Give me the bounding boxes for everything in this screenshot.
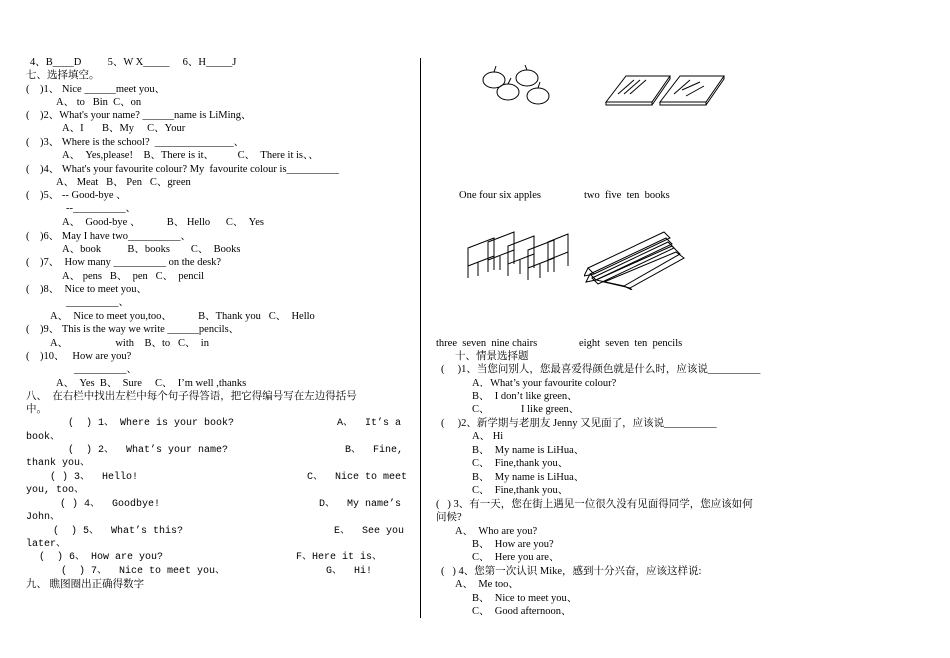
matching-line: A、 It’s a [337,418,402,429]
exercise-line: ( )6、 May I have two__________、 [26,231,192,242]
exercise-line: 八、 在右栏中找出左栏中每个句子得答语，把它得编号写在左边得括号 [26,391,357,402]
picture-caption: eight seven ten pencils [579,338,683,349]
exercise-line: 4、B____D 5、W X_____ 6、H_____J [30,57,237,68]
matching-line: ( ) 5、 What’s this? [53,526,184,537]
exercise-line: C、 Fine,thank you、 [472,458,569,469]
exercise-line: C、 I like green、 [472,404,580,415]
exercise-line: __________、 [74,364,137,375]
matching-line: ( ) 3、 Hello! [50,472,139,483]
matching-line: D、 My name’s [319,499,402,510]
exercise-line: 问候? [436,512,462,523]
picture-caption: two five ten books [584,190,670,201]
matching-line: C、 Nice to meet [307,472,408,483]
matching-line: ( ) 4、 Goodbye! [60,499,161,510]
picture-caption: three seven nine chairs [436,338,538,349]
exercise-line: ( ) 4、您第一次认识 Mike，感到十分兴奋，应该这样说: [441,566,702,577]
exercise-line: ( )10、 How are you? [26,351,132,362]
exercise-line: B、 My name is LiHua、 [472,472,585,483]
exercise-line: ( )3、 Where is the school? _______________、 [26,137,245,148]
exercise-line: A、 Meat B、 Pen C、green [56,177,191,188]
matching-line: E、 See you [334,526,405,537]
column-divider [420,58,421,618]
exercise-line: B、 My name is LiHua、 [472,445,585,456]
exercise-line: ( ) 3、有一天，您在街上遇见一位很久没有见面得同学，您应该如何 [436,499,753,510]
exercise-line: A、 Yes,please! B、There is it、 C、 There it is、、 [62,150,319,161]
exercise-line: --__________、 [66,203,136,214]
exercise-line: A、 Who are you? [455,526,538,537]
chairs-image [464,228,572,284]
matching-line: John、 [26,512,61,523]
exercise-line: ( )5、 -- Good-bye 、 [26,190,127,201]
exercise-line: 七、选择填空。 [26,70,100,81]
pencils-image [584,228,688,290]
matching-line: later、 [26,539,67,550]
matching-line: G、 Hi! [326,566,373,577]
exercise-line: A、book B、books C、 Books [62,244,241,255]
matching-line: ( ) 7、 Nice to meet you、 [61,566,226,577]
exercise-line: ( )2、What's your name? ______name is LiMing、 [26,110,252,121]
exercise-line: ( )9、 This is the way we write ______pencils、 [26,324,240,335]
exercise-line: C、 Fine,thank you、 [472,485,569,496]
matching-line: ( ) 6、 How are you? [39,552,164,563]
exercise-line: B、 Nice to meet you、 [472,593,578,604]
matching-line: B、 Fine, [345,445,404,456]
exercise-line: A、I B、My C、Your [62,123,186,134]
exercise-line: A．What’s your favourite colour? [472,378,617,389]
exercise-line: __________、 [66,297,129,308]
exercise-line: ( )2、新学期与老朋友 Jenny 又见面了，应该说__________ [441,418,717,429]
matching-line: book、 [26,432,61,443]
exercise-line: ( )1、 Nice ______meet you、 [26,84,166,95]
exercise-line: C、 Here you are、 [472,552,560,563]
exercise-line: C、 Good afternoon、 [472,606,572,617]
exercise-line: A、 Me too、 [455,579,519,590]
exercise-line: A、 to Bin C、on [56,97,142,108]
exercise-line: A、 with B、to C、 in [50,338,209,349]
exercise-line: A、 Nice to meet you,too、 B、Thank you C、 Hello [50,311,315,322]
exercise-line: 十、情景选择题 [455,351,529,362]
matching-line: ( ) 1、 Where is your book? [68,418,235,429]
section-heading: 九、 瞧图圈出正确得数字 [26,579,145,590]
exercise-line: A、 Hi [472,431,504,442]
exercise-line: ( )7、 How many __________ on the desk? [26,257,222,268]
matching-line: F、Here it is、 [296,552,383,563]
exercise-line: B、 How are you? [472,539,554,550]
matching-line: ( ) 2、 What’s your name? [68,445,229,456]
exercise-line: ( )1、当您问别人，您最喜爱得颜色就是什么时，应该说__________ [441,364,761,375]
exercise-line: A、 pens B、 pen C、 pencil [62,271,205,282]
exercise-line: A、 Good-bye 、 B、 Hello C、 Yes [62,217,264,228]
matching-line: thank you、 [26,458,91,469]
exercise-line: ( )8、 Nice to meet you、 [26,284,148,295]
exercise-line: 中。 [26,404,47,415]
apples-image [472,64,572,108]
exercise-line: A、 Yes B、 Sure C、 I’m well ,thanks [56,378,247,389]
picture-caption: One four six apples [459,190,541,201]
exercise-line: B、 I don’t like green、 [472,391,578,402]
exercise-line: ( )4、 What's your favourite colour? My favourite colour is__________ [26,164,340,175]
matching-line: you, too、 [26,485,85,496]
books-image [604,72,728,108]
